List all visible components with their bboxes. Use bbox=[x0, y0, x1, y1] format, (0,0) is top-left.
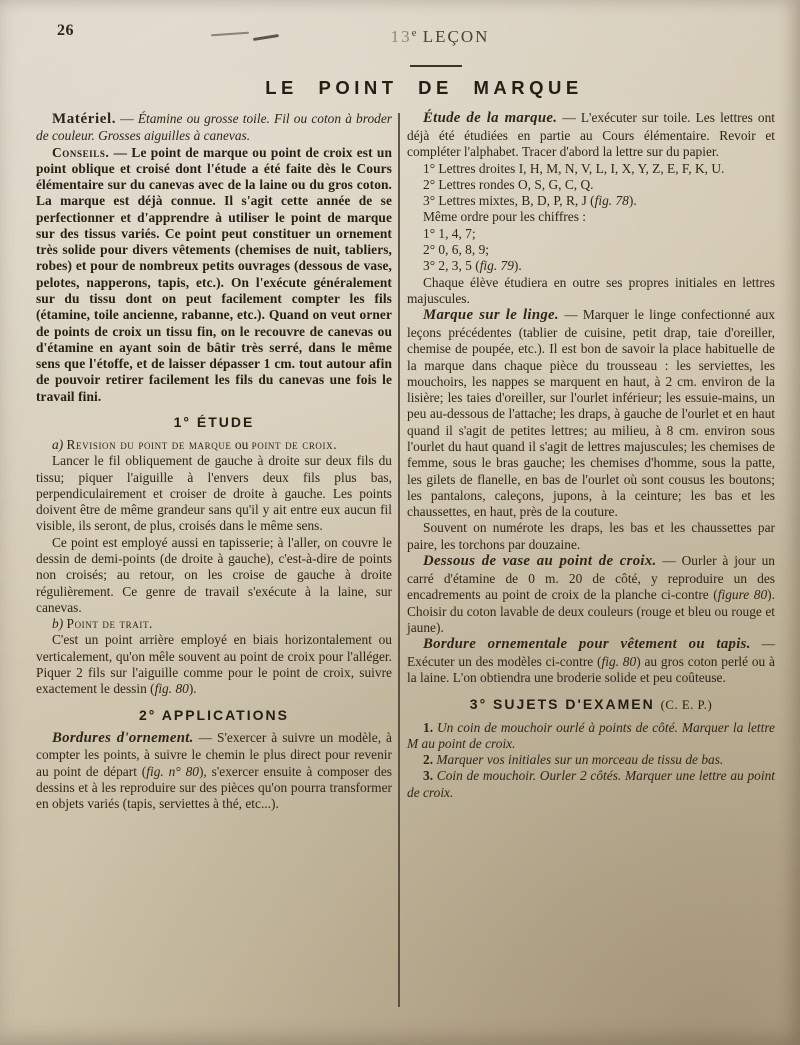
text-segment: Lancer le fil obliquement de gauche à droite sur deux fils du tissu; piquer l'aiguille à l'envers deux fils plus bas, perpendiculairement et croiser de droite à gauche. Les points doivent être de même grandeur sans qu'il y ait entre eux aucun fil visible, ils seront, de plus, croisés dans le même sens. bbox=[36, 453, 392, 534]
dessous-vase-paragraph bbox=[407, 553, 775, 636]
text-segment: Marque sur le linge. bbox=[423, 307, 559, 324]
text-segment: Même ordre pour les chiffres : bbox=[423, 209, 586, 225]
chiffres-groupe-2 bbox=[407, 242, 775, 258]
text-segment: Ce point est employé aussi en tapisserie; à l'aller, on couvre le dessin de demi-points (de droite à gauche), c'est-à-dire de points non croisés; au retour, on les croise de gauche à droite régulièrement. Ce genre de travail s'exécute à la laine, sur canevas. bbox=[36, 534, 392, 615]
text-segment: fig. 78 bbox=[594, 193, 629, 209]
text-segment: Point de trait. bbox=[66, 616, 153, 632]
text-segment: — bbox=[116, 111, 138, 126]
point-de-trait-item bbox=[36, 616, 392, 632]
text-segment: fig. n° 80 bbox=[146, 763, 199, 779]
text-segment: ou bbox=[231, 437, 252, 452]
text-segment: — Exécuter un des modèles ci-contre ( bbox=[407, 636, 775, 670]
text-segment: Coin de mouchoir. Ourler 2 côtés. Marquer une lettre au point de croix. bbox=[407, 768, 775, 800]
text-segment: ) au gros coton perlé ou à la laine. L'on obtiendra une broderie solide et peu coûteuse. bbox=[407, 654, 775, 686]
header-rule bbox=[410, 65, 462, 67]
text-segment: — Ourler à jour un carré d'étamine de 0 m. 20 de côté, y reproduire un des encadrements au point de croix de la planche ci-contre ( bbox=[407, 552, 775, 603]
left-column bbox=[36, 110, 392, 1045]
numerote-paragraph bbox=[407, 520, 775, 553]
chiffres-intro bbox=[407, 209, 775, 225]
text-segment: Conseils. bbox=[52, 144, 110, 160]
text-segment: ). Choisir du coton lavable de deux couleurs (rouge et bleu ou rouge et jaune). bbox=[407, 587, 775, 635]
point-arriere-paragraph bbox=[36, 632, 392, 697]
chiffres-groupe-3 bbox=[407, 258, 775, 274]
text-segment: 1. bbox=[423, 719, 437, 735]
text-segment: Bordures d'ornement. bbox=[52, 729, 194, 746]
tapisserie-paragraph bbox=[36, 535, 392, 616]
text-segment: 2° 0, 6, 8, 9; bbox=[423, 241, 489, 257]
conseils-paragraph bbox=[36, 145, 392, 406]
text-segment: ). bbox=[513, 258, 522, 274]
text-segment: 1° ÉTUDE bbox=[173, 414, 255, 430]
examen-item-3 bbox=[407, 768, 775, 801]
text-segment: — S'exercer à suivre un modèle, à compter les points, à suivre le chemin le plus direct pour revenir au point de départ ( bbox=[36, 729, 392, 779]
initiales-paragraph bbox=[407, 275, 775, 308]
materiel-paragraph bbox=[36, 110, 392, 145]
column-divider bbox=[398, 113, 400, 1007]
text-segment: fig. 80 bbox=[601, 654, 637, 670]
text-segment: — Marquer le linge confectionné aux leçons précédentes (tablier de cuisine, petit drap, taie d'oreiller, chemise de poupée, etc.). Il est bon de savoir la place habituelle de la marque dans chaque pièce du trousseau : les serviettes, les mouchoirs, les nappes se marquent en haut, à 2 cm. environ de la lisière; les taies d'oreiller, sur l'ourlet inférieur; les essuie-mains, un peu au-dessous de l'attache; les draps, à gauche de l'ourlet et en haut quand il s'agit de petites lettres; au milieu, à 8 cm. environ sous l'ourlet du haut quand il s'agit de lettres majuscules; les chemises de femme, sous le bras gauche; les chemises d'homme, sous la patte, les gilets de flanelle, en bas de l'ourlet où sont cousus les boutons; les pantalons, caleçons, jupons, à la ceinture; les bas et les chaussettes, en haut, près de la couture. bbox=[407, 307, 775, 520]
text-segment: ), s'exercer ensuite à composer des dessins et à les reproduire sur des pièces qu'on pourra transformer en objets variés (tapis, serviettes à thé, etc...). bbox=[36, 763, 392, 812]
text-segment: 2° APPLICATIONS bbox=[139, 706, 289, 723]
bordures-ornement-paragraph bbox=[36, 730, 392, 813]
text-segment: ). bbox=[628, 193, 637, 209]
lesson-number: 13 bbox=[390, 27, 412, 46]
text-segment: 3° Lettres mixtes, B, D, P, R, J ( bbox=[423, 193, 595, 209]
text-segment: Chaque élève étudiera en outre ses propres initiales en lettres majuscules. bbox=[407, 274, 775, 306]
etude-heading bbox=[36, 414, 392, 430]
text-segment: Un coin de mouchoir ourlé à points de côté. Marquer la lettre M au point de croix. bbox=[407, 719, 775, 751]
page-number: 26 bbox=[57, 22, 74, 39]
text-segment: b) bbox=[52, 616, 67, 632]
lesson-word: LEÇON bbox=[416, 27, 490, 46]
lesson-header bbox=[40, 27, 800, 47]
examen-item-2 bbox=[407, 752, 775, 768]
text-segment: Revision du point de marque bbox=[66, 437, 232, 452]
text-segment: C'est un point arrière employé en biais horizontalement ou verticalement, qu'on mêle souvent au point de croix pour l'alléger. Piquer 2 fils sur l'aiguille comme pour le point de croix, suivre exactement le dessin ( bbox=[36, 632, 392, 697]
text-segment: fig. 79 bbox=[479, 258, 514, 274]
text-segment: a) bbox=[52, 437, 67, 452]
lettres-droites-item bbox=[407, 161, 775, 177]
lancer-paragraph bbox=[36, 453, 392, 534]
text-segment: Dessous de vase au point de croix. bbox=[423, 552, 657, 569]
two-column-layout bbox=[36, 110, 775, 1045]
text-segment: (C. E. P.) bbox=[660, 697, 713, 712]
text-segment: Souvent on numérote les draps, les bas et les chaussettes par paire, les torchons par douzaine. bbox=[407, 520, 775, 552]
text-segment: point de croix. bbox=[251, 437, 338, 452]
page-title: LE POINT DE MARQUE bbox=[265, 77, 583, 98]
marque-linge-paragraph bbox=[407, 307, 775, 520]
text-segment: ). bbox=[188, 681, 197, 697]
text-segment: Étamine ou grosse toile. Fil ou coton à broder de couleur. Grosses aiguilles à canevas. bbox=[36, 111, 392, 144]
text-segment: 3° 2, 3, 5 ( bbox=[423, 258, 480, 274]
right-column bbox=[407, 110, 775, 1045]
text-segment: 3. bbox=[423, 768, 437, 784]
text-segment: 1° 1, 4, 7; bbox=[423, 225, 476, 241]
text-segment: Matériel. bbox=[52, 111, 117, 127]
revision-item bbox=[36, 437, 392, 453]
text-segment: — Le point de marque ou point de croix est un point oblique et croisé dont l'étude a été faite dès le Cours élémentaire sur du canevas avec de la laine ou du gros coton. La marque est déjà connue. Il s'agit cette année de se perfectionner et d'apprendre à utiliser le point de marque sur des tissus variés. Ce point peut constituer un ornement très solide pour divers vêtements (chemises de nuit, tabliers, robes) et pour de nombreux petits ouvrages (dessous de vase, pelotes, napperons, tapis, etc.). On l'exécute généralement sur du tissu dont on peut facilement compter les fils (étamine, toile ancienne, rabanne, etc.). Quand on veut orner de points de croix un tissu fin, on le recouvre de canevas ou d'étamine en ayant soin de bâtir très serré, dans le même sens que l'étoffe, et de laisser dépasser 1 cm. tout autour afin de pouvoir retirer facilement les fils du canevas une fois le travail fini. bbox=[36, 144, 392, 404]
text-segment: Bordure ornementale pour vêtement ou tapis. bbox=[423, 636, 751, 653]
lettres-rondes-item bbox=[407, 177, 775, 193]
text-segment: Marquer vos initiales sur un morceau de tissu de bas. bbox=[436, 752, 724, 768]
text-segment: 1° Lettres droites I, H, M, N, V, L, I, X, Y, Z, E, F, K, U. bbox=[423, 160, 725, 176]
text-segment: — L'exécuter sur toile. Les lettres ont déjà été étudiées en partie au Cours élémentaire. Revoir et compléter l'alphabet. Tracer d'abord la lettre sur du papier. bbox=[407, 110, 776, 160]
chiffres-groupe-1 bbox=[407, 226, 775, 242]
bordure-ornementale-paragraph bbox=[407, 636, 775, 687]
text-segment: 2° Lettres rondes O, S, G, C, Q. bbox=[423, 176, 594, 192]
text-segment: 2. bbox=[423, 752, 437, 768]
lesson-ordinal-suffix: e bbox=[411, 27, 417, 39]
sujets-examen-heading bbox=[407, 696, 775, 713]
examen-item-1 bbox=[407, 720, 775, 753]
text-segment: 3° SUJETS D'EXAMEN bbox=[469, 695, 661, 712]
text-segment: fig. 80 bbox=[154, 681, 189, 697]
applications-heading bbox=[36, 707, 392, 723]
text-segment: figure 80 bbox=[717, 587, 768, 603]
etude-marque-paragraph bbox=[407, 110, 775, 161]
text-segment: Étude de la marque. bbox=[423, 110, 558, 126]
lettres-mixtes-item bbox=[407, 193, 775, 209]
